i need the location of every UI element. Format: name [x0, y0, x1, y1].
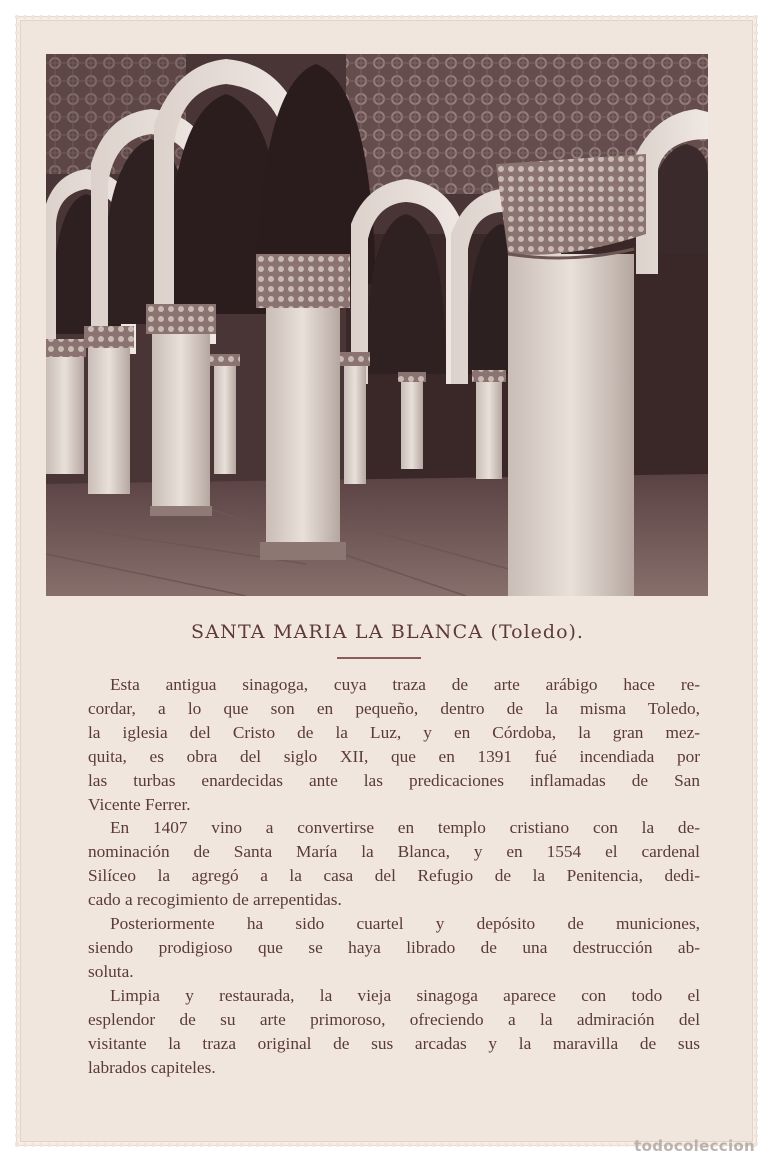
text-line: las turbas enardecidas ante las predicaciones inflamadas de San	[88, 770, 700, 790]
interior-photograph	[46, 54, 708, 596]
text-line: soluta.	[88, 961, 134, 981]
text-line: Silíceo la agregó a la casa del Refugio de la Penitencia, dedi-	[88, 866, 700, 886]
text-line: En 1407 vino a convertirse en templo cristiano con la de-	[110, 818, 700, 838]
text-line: Limpia y restaurada, la vieja sinagoga aparece con todo el	[110, 985, 700, 1005]
title-location: (Toledo).	[490, 621, 584, 643]
title-main: SANTA MARIA LA BLANCA	[191, 621, 484, 643]
text-line: cado a recogimiento de arrepentidas.	[88, 890, 342, 910]
text-line: Vicente Ferrer.	[88, 794, 191, 814]
text-line: Esta antigua sinagoga, cuya traza de arte arábigo hace re-	[110, 675, 700, 694]
text-line: Posteriormente ha sido cuartel y depósito de municiones,	[110, 914, 700, 934]
watermark: todocoleccion	[634, 1137, 755, 1155]
text-line: siendo prodigioso que se haya librado de una destrucción ab-	[88, 937, 700, 957]
text-line: quita, es obra del siglo XII, que en 1391 fué incendiada por	[88, 746, 700, 766]
text-line: esplendor de su arte primoroso, ofreciendo a la admiración del	[88, 1009, 700, 1029]
text-line: la iglesia del Cristo de la Luz, y en Córdoba, la gran mez-	[88, 722, 700, 742]
text-line: cordar, a lo que son en pequeño, dentro de la misma Toledo,	[88, 698, 700, 718]
postcard-title	[21, 621, 754, 643]
text-line: labrados capiteles.	[88, 1057, 216, 1077]
synagogue-arcade-image	[46, 54, 708, 596]
text-line: visitante la traza original de sus arcadas y la maravilla de sus	[88, 1033, 700, 1053]
text-line: nominación de Santa María la Blanca, y en 1554 el cardenal	[88, 842, 700, 862]
postcard	[20, 20, 753, 1142]
title-divider	[337, 657, 421, 659]
description-text	[88, 673, 700, 1079]
